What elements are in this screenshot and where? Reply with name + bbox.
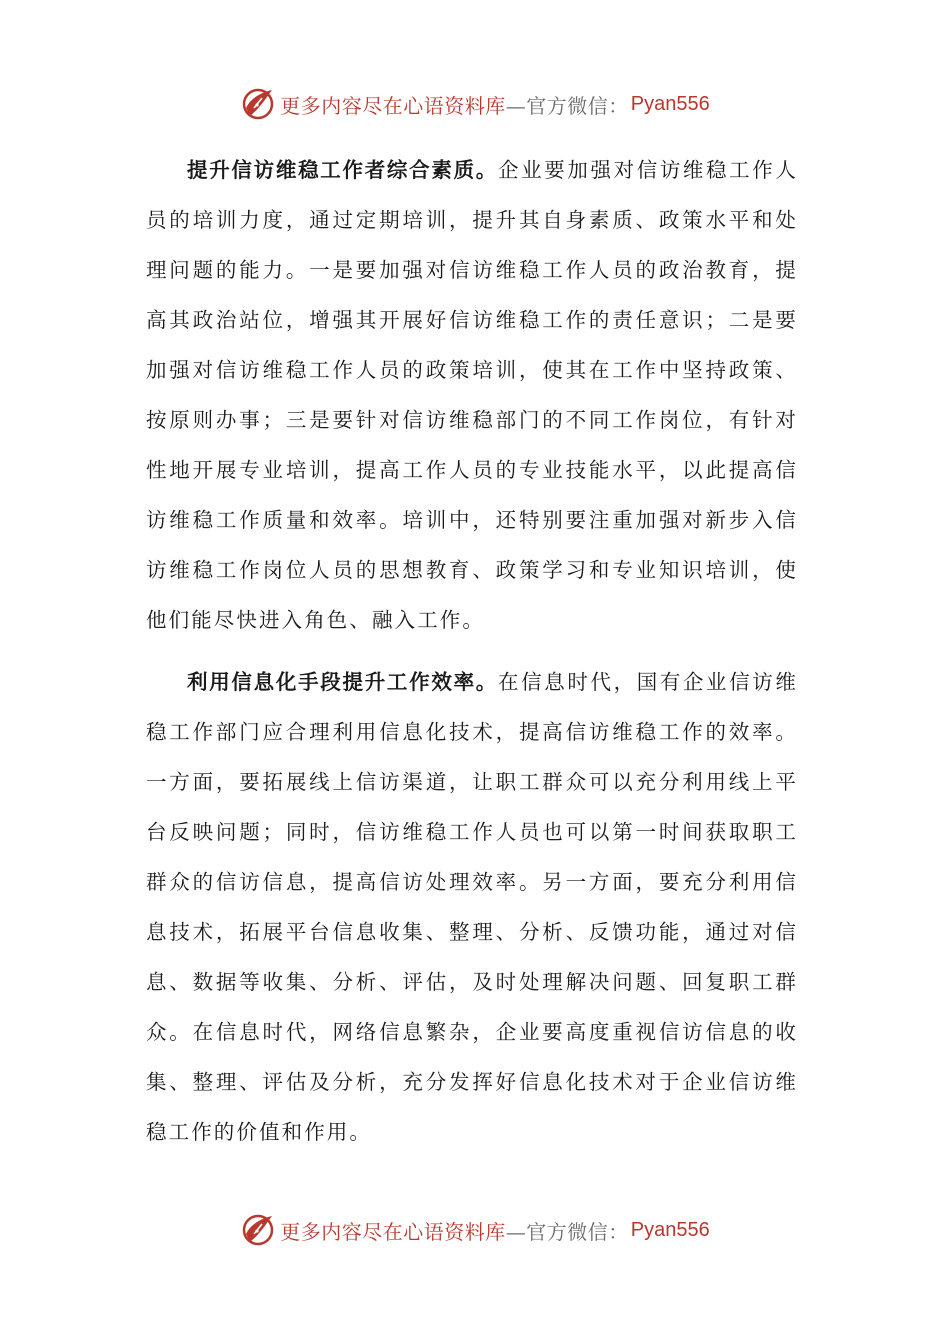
paragraph-training	[146, 145, 798, 645]
paragraph-heading: 提升信访维稳工作者综合素质。	[187, 158, 499, 182]
pen-nib-logo-icon	[240, 86, 276, 122]
header-banner	[0, 84, 950, 124]
footer-banner	[0, 1210, 950, 1250]
document-body	[146, 145, 798, 1157]
paragraph-text: 在信息时代，国有企业信访维稳工作部门应合理利用信息化技术，提高信访维稳工作的效率。一方面，要拓展线上信访渠道，让职工群众可以充分利用线上平台反映问题；同时，信访维稳工作人员也可以第一时间获取职工群众的信访信息，提高信访处理效率。另一方面，要充分利用信息技术，拓展平台信息收集、整理、分析、反馈功能，通过对信息、数据等收集、分析、评估，及时处理解决问题、回复职工群众。在信息时代，网络信息繁杂，企业要高度重视信访信息的收集、整理、评估及分析，充分发挥好信息化技术对于企业信访维稳工作的价值和作用。	[146, 670, 798, 1144]
paragraph-heading: 利用信息化手段提升工作效率。	[187, 670, 499, 694]
banner-wechat-handle: Pyan556	[630, 1218, 710, 1241]
banner-separator-text: —官方微信：	[505, 1219, 629, 1244]
banner-site-text: 更多内容尽在心语资料库	[280, 1219, 506, 1244]
paragraph-informatization	[146, 657, 798, 1157]
banner-separator-text: —官方微信：	[505, 93, 629, 118]
paragraph-text: 企业要加强对信访维稳工作人员的培训力度，通过定期培训，提升其自身素质、政策水平和处理问题的能力。一是要加强对信访维稳工作人员的政治教育，提高其政治站位，增强其开展好信访维稳工作的责任意识；二是要加强对信访维稳工作人员的政策培训，使其在工作中坚持政策、按原则办事；三是要针对信访维稳部门的不同工作岗位，有针对性地开展专业培训，提高工作人员的专业技能水平，以此提高信访维稳工作质量和效率。培训中，还特别要注重加强对新步入信访维稳工作岗位人员的思想教育、政策学习和专业知识培训，使他们能尽快进入角色、融入工作。	[146, 158, 798, 632]
banner-wechat-handle: Pyan556	[630, 92, 710, 115]
pen-nib-logo-icon	[240, 1212, 276, 1248]
banner-site-text: 更多内容尽在心语资料库	[280, 93, 506, 118]
